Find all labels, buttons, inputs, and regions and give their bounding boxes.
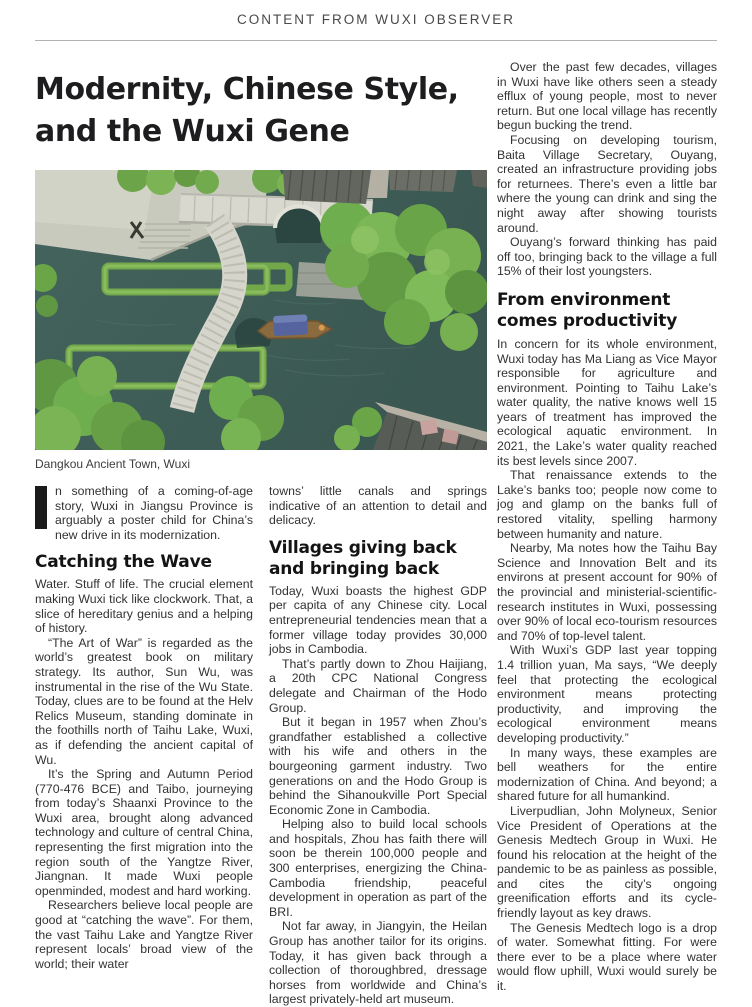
town-aerial-illustration — [35, 170, 487, 450]
body-paragraph: “The Art of War” is regarded as the world’s greatest book on military strategy. Its author, Sun Wu, was instrumental in the rise of the Wu State. Today, clues are to be found at the Helv Relics Museum, standing dominate in the foothills north of Taihu Lake, Wuxi, as if defending the ancient capital of Wu. — [35, 635, 253, 767]
body-paragraph: Focusing on developing tourism, Baita Village Secretary, Ouyang, created an infrastructure providing jobs for returnees. There’s even a little bar where the young can drink and sing the night away after showing tourists around. — [497, 132, 717, 235]
body-paragraph: Over the past few decades, villages in Wuxi have like others seen a steady efflux of young people, most to never return. But one local village has recently begun bucking the trend. — [497, 60, 717, 133]
body-paragraph: Not far away, in Jiangyin, the Heilan Group has another tailor for its origins. Today, it has given back through a collection of thoroughbred, dressage horses from worldwide and China’s largest privately-held art museum. — [269, 919, 487, 1007]
body-paragraph: n something of a coming-of-age story, Wuxi in Jiangsu Province is arguably a poster child for China’s new drive in its modernization. — [35, 484, 253, 542]
body-paragraph: The Genesis Medtech logo is a drop of water. Somewhat fitting. For were there ever to be a place where water would flow uphill, Wuxi would surely be it. — [497, 920, 717, 994]
body-paragraph: In concern for its whole environment, Wuxi today has Ma Liang as Vice Mayor responsible for agriculture and environment. Pointing to Taihu Lake’s water quality, the native knows well 15 years of treatment has improved the ecological aquatic environment. In 2021, the Lake’s water quality reached its best levels since 2007. — [497, 336, 717, 468]
body-paragraph: Liverpudlian, John Molyneux, Senior Vice President of Operations at the Genesis Medtech Group in Wuxi. He found his relocation at the height of the pandemic to be as painless as possible, and cites the city’s ongoing greenification efforts and its cycle-friendly layout as key draws. — [497, 803, 717, 921]
body-paragraph: Helping also to build local schools and hospitals, Zhou has faith there will soon be therein 100,000 people and 300 enterprises, energizing the China-Cambodia friendship, peaceful development in operation as part of the BRI. — [269, 817, 487, 919]
article-content — [35, 41, 717, 1007]
body-paragraph: Water. Stuff of life. The crucial element making Wuxi tick like clockwork. That, a slice of hereditary genius and a helping of history. — [35, 577, 253, 636]
body-columns — [35, 484, 487, 1007]
body-paragraph: In many ways, these examples are bell weathers for the entire modernization of China. And beyond; a shared future for all humankind. — [497, 745, 717, 804]
article-figure — [35, 170, 487, 471]
body-paragraph: That’s partly down to Zhou Haijiang, a 20th CPC National Congress delegate and Chairman of the Hodo Group. — [269, 656, 487, 715]
body-column-1 — [35, 484, 253, 1007]
body-paragraph: Today, Wuxi boasts the highest GDP per capita of any Chinese city. Local entrepreneurial tendencies mean that a former village today provides 30,000 jobs in Cambodia. — [269, 583, 487, 657]
body-paragraph: It’s the Spring and Autumn Period (770-476 BCE) and Taibo, journeying from today’s Shaanxi Province to the Wuxi area, brought along advanced technology and culture of central China, representing the first migration into the region south of the Yangtze River, Jiangnan. It made Wuxi people openminded, modest and hard working. — [35, 767, 253, 898]
body-column-2 — [269, 484, 487, 1007]
body-paragraph: Nearby, Ma notes how the Taihu Bay Science and Innovation Belt and its environs at present account for 90% of the provincial and ministerial-scientific-research institutes in Wuxi, possessing over 90% of local eco-tourism resources and 70% of top-level talent. — [497, 541, 717, 643]
body-paragraph: Ouyang’s forward thinking has paid off too, bringing back to the village a full 15% of their lost youngsters. — [497, 235, 717, 279]
section-heading: Villages giving back and bringing back — [269, 537, 457, 579]
body-paragraph: But it began in 1957 when Zhou’s grandfather established a collective with his wife and others in the bourgeoning garment industry. Two generations on and the Hodo Group is behind the Sihanoukville Port Special Economic Zone in Cambodia. — [269, 715, 487, 817]
section-heading: Catching the Wave — [35, 552, 212, 573]
body-paragraph: Researchers believe local people are good at “catching the wave”. For them, the vast Taihu Lake and Yangtze River represent locals’ broad view of the world; their water — [35, 898, 253, 971]
body-column-3 — [497, 41, 717, 1007]
body-paragraph: That renaissance extends to the Lake’s banks too; people now come to jog and glamp on the banks full of restored vitality, spelling harmony between humanity and nature. — [497, 468, 717, 541]
body-paragraph: With Wuxi’s GDP last year topping 1.4 trillion yuan, Ma says, “We deeply feel that protecting the ecological environment means protecting productivity, and improving the ecological environment means developing productivity.” — [497, 643, 717, 745]
body-paragraph: towns’ little canals and springs indicative of an attention to detail and delicacy. — [269, 484, 487, 528]
content-kicker: CONTENT FROM WUXI OBSERVER — [236, 12, 516, 27]
article-left-region — [35, 41, 487, 1007]
figure-caption: Dangkou Ancient Town, Wuxi — [35, 457, 190, 471]
section-heading: From environment comes productivity — [497, 289, 678, 331]
drop-cap — [35, 486, 47, 529]
article-title: Modernity, Chinese Style, and the Wuxi Gene — [35, 72, 459, 149]
